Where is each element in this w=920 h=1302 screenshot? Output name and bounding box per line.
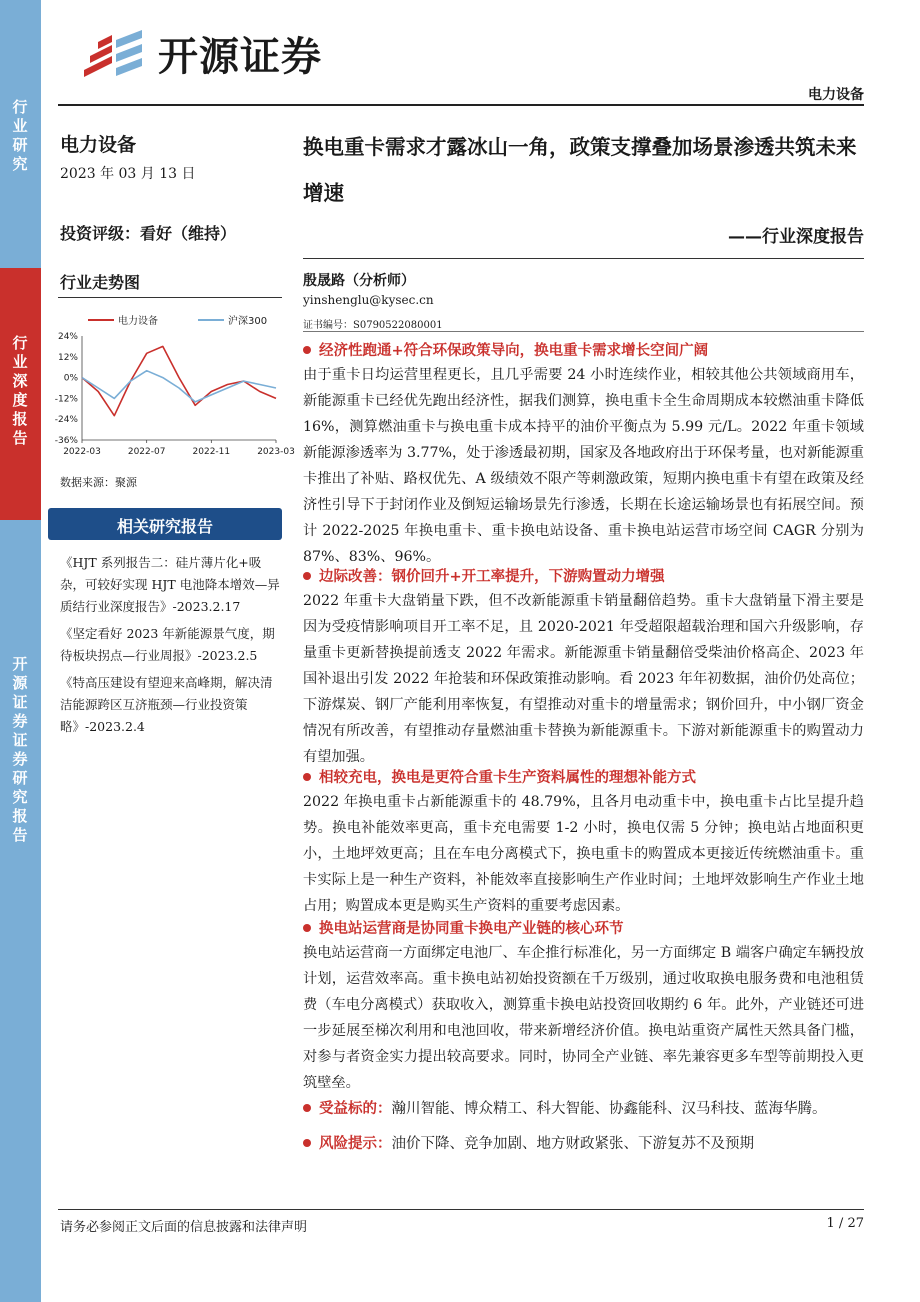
related-report-item[interactable]: 《坚定看好 2023 年新能源景气度，期待板块拐点—行业周报》-2023.2.5 <box>60 626 275 663</box>
bullet-icon <box>303 346 311 354</box>
risk-warning <box>303 1133 869 1155</box>
bullet-icon <box>303 773 311 781</box>
report-title: 换电重卡需求才露冰山一角，政策支撑叠加场景渗透共筑未来增速 <box>303 135 857 205</box>
section-heading-text: 经济性跑通+符合环保政策导向，换电重卡需求增长空间广阔 <box>319 343 709 359</box>
risk-label: 风险提示： <box>319 1136 392 1152</box>
y-tick-label: -12% <box>54 394 78 405</box>
section-heading-text: 边际改善：钢价回升+开工率提升，下游购置动力增强 <box>319 569 665 585</box>
y-tick-label: 0% <box>63 373 78 384</box>
logo-mark-icon <box>82 30 144 82</box>
trend-divider <box>58 297 282 298</box>
series-line <box>82 371 276 402</box>
related-report-item[interactable]: 《HJT 系列报告二：硅片薄片化+吸杂，可较好实现 HJT 电池降本增效—异质结行业深度报告》-2023.2.17 <box>60 555 280 614</box>
legend-label: 电力设备 <box>118 316 158 327</box>
analyst-email[interactable]: yinshenglu@kysec.cn <box>303 293 434 307</box>
page-number: 1 / 27 <box>826 1216 864 1231</box>
analyst-divider <box>303 331 864 332</box>
y-axis <box>55 332 82 446</box>
disclaimer-note: 请务必参阅正文后面的信息披露和法律声明 <box>60 1220 308 1235</box>
section-body: 换电站运营商一方面绑定电池厂、车企推行标准化，另一方面绑定 B 端客户确定车辆投放计划，运营效率高。重卡换电站初始投资额在千万级别，通过收取换电服务费和电池租赁费（车电分离模式）获取收入，测算重卡换电站投资回收期约 6 年。此外，产业链还可进一步延展至梯次利用和电池回收，带来新增经济价值。换电站重资产属性天然具备门槛，对参与者资金实力提出较高要求。同时，协同全产业链、率先兼容更多车型等前期投入更筑壁垒。 <box>303 945 864 1091</box>
section-heading-text: 换电站运营商是协同重卡换电产业链的核心环节 <box>319 921 624 937</box>
bullet-icon <box>303 1104 311 1112</box>
risk-text: 油价下降、竞争加剧、地方财政紧张、下游复苏不及预期 <box>391 1136 754 1152</box>
section-heading <box>303 918 869 940</box>
x-axis <box>63 440 295 457</box>
industry-name: 电力设备 <box>60 134 137 156</box>
header-divider <box>58 104 864 106</box>
x-tick-label: 2023-03 <box>257 447 295 457</box>
chart-legend <box>88 314 267 327</box>
header-sector-tag: 电力设备 <box>808 87 864 103</box>
y-tick-label: -36% <box>54 436 78 446</box>
chart-source: 数据来源：聚源 <box>60 476 137 489</box>
beneficiaries-list: 瀚川智能、博众精工、科大智能、协鑫能科、汉马科技、蓝海华腾。 <box>391 1101 827 1117</box>
strip-label-bottom: 开源证券 证券研究报告 <box>12 655 28 844</box>
analyst-certificate: 证书编号：S0790522080001 <box>303 320 443 331</box>
section-heading <box>303 566 869 588</box>
section-heading-text: 相较充电，换电是更符合重卡生产资料属性的理想补能方式 <box>319 770 696 786</box>
beneficiaries-label: 受益标的： <box>319 1101 392 1117</box>
related-report-item[interactable]: 《特高压建设有望迎来高峰期，解决清洁能源跨区互济瓶颈—行业投资策略》-2023.2.4 <box>60 675 273 734</box>
section-body: 2022 年换电重卡占新能源重卡的 48.79%，且各月电动重卡中，换电重卡占比呈提升趋势。换电补能效率更高，重卡充电需要 1-2 小时，换电仅需 5 分钟；换电站占地面积更小，土地坪效更高；且在车电分离模式下，换电重卡的购置成本更接近传统燃油重卡。重卡实际上是一种生产资料，补能效率直接影响生产作业时间；土地坪效影响生产作业土地占用；购置成本更是购买生产资料的重要考虑因素。 <box>303 794 864 914</box>
side-strip <box>0 0 41 1302</box>
bullet-icon <box>303 1139 311 1147</box>
trend-chart-title: 行业走势图 <box>60 273 141 292</box>
related-reports-header <box>48 508 282 540</box>
x-tick-label: 2022-11 <box>192 447 231 457</box>
bullet-icon <box>303 572 311 580</box>
report-date: 2023 年 03 月 13 日 <box>60 166 196 182</box>
company-logo <box>82 30 352 82</box>
industry-trend-chart <box>48 306 295 466</box>
section-heading <box>303 767 869 789</box>
section-body: 2022 年重卡大盘销量下跌，但不改新能源重卡销量翻倍趋势。重卡大盘销量下滑主要是因为受疫情影响项目开工率不足，且 2020-2021 年受超限超载治理和国六升级影响，存量重卡更新替换提前透支 2022 年需求。新能源重卡销量翻倍受柴油价格高企、2023 年国补退出引发 2022 年抢装和环保政策推动影响。看 2023 年年初数据，油价仍处高位；下游煤炭、钢厂产能利用率恢复，有望推动对重卡的增量需求；钢价回升，中小钢厂资金情况有所改善，有望推动存量燃油重卡替换为新能源重卡。下游对新能源重卡的购置动力有望加强。 <box>303 593 864 765</box>
related-reports-title: 相关研究报告 <box>116 517 213 536</box>
beneficiaries <box>303 1098 869 1120</box>
y-tick-label: 24% <box>57 332 78 342</box>
company-name: 开源证券 <box>158 34 322 80</box>
y-tick-label: 12% <box>57 352 78 363</box>
strip-label-top: 行业研究 <box>12 98 28 173</box>
section-heading <box>303 340 869 362</box>
analyst-name: 殷晟路（分析师） <box>303 273 415 289</box>
footer-divider <box>58 1209 864 1210</box>
x-tick-label: 2022-03 <box>63 447 101 457</box>
section-body: 由于重卡日均运营里程更长，且几乎需要 24 小时连续作业，相较其他公共领域商用车，新能源重卡已经优先跑出经济性，据我们测算，换电重卡全生命周期成本较燃油重卡降低 16%，测算燃油重卡与换电重卡成本持平的油价平衡点为 5.99 元/L。2022 年重卡领域新能源渗透率为 3.77%，处于渗透最初期，国家及各地政府出于环保考量，也对新能源重卡推出了补贴、路权优先、A 级绩效不限产等刺激政策，短期内换电重卡有望在政策及经济性引导下于封闭作业及倒短运输场景先行渗透，长期在长途运输场景也有拓展空间。预计 2022-2025 年换电重卡、重卡换电站设备、重卡换电站运营市场空间 CAGR 分别为 87%、83%、96%。 <box>303 367 864 565</box>
chart-series <box>82 346 276 415</box>
investment-rating: 投资评级：看好（维持） <box>60 224 237 243</box>
legend-label: 沪深300 <box>228 316 268 327</box>
report-subtitle: ——行业深度报告 <box>728 227 864 247</box>
title-divider <box>303 258 864 259</box>
x-tick-label: 2022-07 <box>127 447 166 457</box>
strip-label-middle: 行业深度报告 <box>12 334 28 447</box>
y-tick-label: -24% <box>54 415 78 426</box>
bullet-icon <box>303 924 311 932</box>
